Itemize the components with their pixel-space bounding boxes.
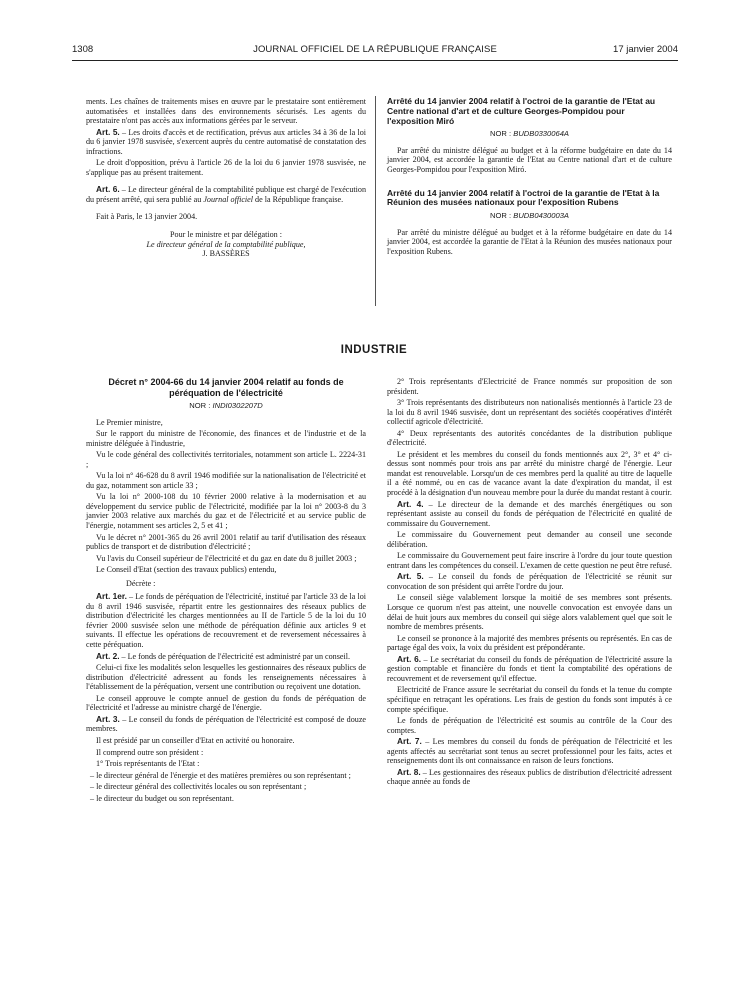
paragraph: Il est présidé par un conseiller d'Etat en activité ou honoraire. [96,735,295,745]
list-item: – le directeur général de l'énergie et des matières premières ou son représentant ; [90,770,351,780]
paragraph: Sur le rapport du ministre de l'économie, des finances et de l'industrie et de la ministre déléguée à l'industrie, [86,429,366,448]
article-1: Art. 1er. – Le fonds de péréquation de l'électricité, institué par l'article 33 de la loi du 8 avril 1946 susvisée, répartit entre les gestionnaires des réseaux publics de distribution d'électricité les charges mentionnées au II de l'article 5 de la loi du 10 février 2000 susvisée selon une méthode de péréquation définie aux articles 9 et suivants. Il effectue les opérations de recouvrement et de reversement nécessaires à cette péréquation. [86,591,367,650]
article-label: Art. 8. [397,766,421,777]
paragraph: 2° Trois représentants d'Electricité de France nommés sur proposition de son président. [387,377,672,396]
article-6: Art. 6. – Le directeur général de la comptabilité publique est chargé de l'exécution du présent arrêté, qui sera publié au Journal officiel de la République française. [86,184,367,204]
article-label: Art. 1er. [96,591,127,602]
paragraph: Vu le décret n° 2001-365 du 26 avril 2001 relatif au tarif d'utilisation des réseaux publics de transport et de distribution d'électricité ; [86,532,366,552]
paragraph: 4° Deux représentants des autorités concédantes de la distribution publique d'électricité. [387,428,672,448]
article-label: Art. 3. [96,713,120,724]
paragraph: Le Conseil d'Etat (section des travaux publics) entendu, [96,565,277,575]
signature-line-2: Le directeur général de la comptabilité publique, [146,239,306,249]
article-text: Le conseil du fonds de péréquation de l'électricité se réunit sur convocation de son président qui arrête l'ordre du jour. [387,572,672,591]
paragraph: Le Premier ministre, [96,417,163,427]
article-8: Art. 8. – Les gestionnaires des réseaux publics de distribution d'électricité adressent chaque année au fonds de [387,766,673,787]
article-7: Art. 7. – Les membres du conseil du fonds de péréquation de l'électricité et les agents affectés au secrétariat sont tenus au secret professionnel pour les faits, actes et renseignements dont ils ont connaissance en raison de leurs fonctions. [387,736,673,766]
paragraph: ments. Les chaînes de traitements mises en œuvre par le prestataire sont entièrement automatisées et installées dans des environnements sécurisés. Les agents du prestataire n'ont pas accès aux informations gérées par le serveur. [86,97,366,126]
article-6: Art. 6. – Le secrétariat du conseil du fonds de péréquation de l'électricité assure la gestion comptable et financière du fonds et tient la comptabilité des opérations de recouvrement et de reversement qu'il effectue. [387,653,673,683]
section-title: INDUSTRIE [340,344,408,356]
paragraph: Le commissaire du Gouvernement peut faire inscrire à l'ordre du jour toute question entrant dans les compétences du conseil. L'examen de cette question ne peut être refusé. [387,551,672,570]
article-text: Le conseil du fonds de péréquation de l'électricité est composé de douze membres. [86,714,367,734]
decree-right-column [387,377,672,789]
page-number: 1308 [72,44,94,55]
paragraph: Par arrêté du ministre délégué au budget et à la réforme budgétaire en date du 14 janvier 2004, est accordée la garantie de l'Etat au Centre national d'art et de culture Georges-Pompidou pour l'exposition Miró. [387,145,672,175]
article-4: Art. 4. – Le directeur de la demande et des marchés énergétiques ou son représentant assiste au conseil du fonds de péréquation de l'électricité en qualité de commissaire du Gouvernement. [387,498,673,528]
article-5: Art. 5. – Le conseil du fonds de péréquation de l'électricité se réunit sur convocation de son président qui arrête l'ordre du jour. [387,571,672,591]
paragraph: Le conseil se prononce à la majorité des membres présents ou représentés. En cas de partage égal des voix, la voix du président est prépondérante. [387,633,672,653]
paragraph: 1° Trois représentants de l'Etat : [96,759,200,769]
article-text: Le fonds de péréquation de l'électricité est administré par un conseil. [127,651,350,661]
paragraph: Electricité de France assure le secrétariat du conseil du fonds et la tenue du compte spécifique en retraçant les opérations. Les frais de gestion du fonds sont imputés à ce compte spécifique. [387,685,672,714]
top-right-column [387,97,672,258]
article-label: Art. 2. [96,650,120,661]
paragraph: 3° Trois représentants des distributeurs non nationalisés mentionnés à l'article 23 de la loi du 8 avril 1946 susvisée, dont un représentant des sociétés coopératives d'intérêt collectif agricole d'électricité. [387,398,672,427]
article-label: Art. 5. [397,571,424,582]
article-5: Art. 5. – Les droits d'accès et de rectification, prévus aux articles 34 à 36 de la loi du 6 janvier 1978 susvisée, s'exercent auprès du centre automatisé de constatation des infractions. [86,126,367,156]
nor-label: NOR : [189,401,211,410]
article-text: Les droits d'accès et de rectification, prévus aux articles 34 à 36 de la loi du 6 janvier 1978 susvisée, s'exercent auprès du centre automatisé de constatation des infractions. [86,127,367,156]
column-divider [375,96,376,306]
nor-code: BUDB0430003A [513,211,569,221]
article-label: Art. 7. [397,736,422,747]
paragraph: Le fonds de péréquation de l'électricité est soumis au contrôle de la Cour des comptes. [387,716,672,735]
paragraph: Le droit d'opposition, prévu à l'article 26 de la loi du 6 janvier 1978 susvisée, ne s'applique pas au présent traitement. [86,158,366,177]
article-text: Le directeur général de la comptabilité publique est chargé de l'exécution du présent arrêté, qui sera publié au [86,185,367,204]
nor-code: BUDB0330064A [513,129,569,139]
article-label: Art. 5. [96,126,120,137]
paragraph: Vu la loi n° 2000-108 du 10 février 2000 relative à la modernisation et au développement du service public de l'électricité, modifiée par la loi n° 2003-8 du 3 janvier 2003 relative aux marchés du gaz et de l'électricité et au service public de l'énergie, notamment ses articles 2, 5 et 41 ; [86,492,366,531]
article-2: Art. 2. – Le fonds de péréquation de l'électricité est administré par un conseil. [96,650,350,661]
decree-title: Décret n° 2004-66 du 14 janvier 2004 relatif au fonds de péréquation de l'électricité [108,377,344,398]
nor-code: INDI0302207D [212,401,263,410]
journal-title: JOURNAL OFFICIEL DE LA RÉPUBLIQUE FRANÇAISE [253,44,497,55]
article-label: Art. 4. [397,498,424,509]
nor-reference [86,401,366,411]
article-text: Le secrétariat du conseil du fonds de péréquation de l'électricité assure la gestion comptable et financière du fonds et tient la comptabilité des opérations de recouvrement et de reversement qu'il effectue. [387,654,673,683]
signature-line-1: Pour le ministre et par délégation : [170,230,282,240]
paragraph: Il comprend outre son président : [96,747,204,757]
paragraph: Vu l'avis du Conseil supérieur de l'électricité et du gaz en date du 8 juillet 2003 ; [96,553,357,563]
article-3: Art. 3. – Le conseil du fonds de péréquation de l'électricité est composé de douze membres. [86,713,367,734]
top-left-column [86,97,366,259]
decree-left-column [86,377,366,805]
article-label: Art. 6. [96,184,120,195]
article-text: Le directeur de la demande et des marchés énergétiques ou son représentant assiste au conseil du fonds de péréquation de l'électricité en qualité de commissaire du Gouvernement. [387,499,673,528]
list-item: – le directeur du budget ou son représentant. [90,793,234,803]
article-text: Le fonds de péréquation de l'électricité, institué par l'article 33 de la loi du 8 avril 1946 susvisée, répartit entre les gestionnaires des réseaux publics de distribution d'électricité les charges mentionnées au II de l'article 5 de la loi du 10 février 2000 susvisée selon une méthode de péréquation définie aux articles 9 et suivants. Il effectue les opérations de recouvrement et de reversement nécessaires à cette péréquation. [86,592,367,650]
paragraph: Celui-ci fixe les modalités selon lesquelles les gestionnaires des réseaux publics de distribution d'électricité adressent au fonds les renseignements nécessaires à l'établissement de la péréquation, versent une contribution ou reçoivent une dotation. [86,663,366,692]
decree-title-miro: Arrêté du 14 janvier 2004 relatif à l'octroi de la garantie de l'Etat au Centre national d'art et de culture Georges-Pompidou pour l'exposition Miró [387,96,656,126]
nor-reference [387,129,672,139]
paragraph: Le conseil approuve le compte annuel de gestion du fonds de péréquation de l'électricité et l'adresse au ministre chargé de l'énergie. [86,693,366,713]
page-header [72,44,678,61]
done-at: Fait à Paris, le 13 janvier 2004. [96,212,198,222]
article-label: Art. 6. [397,653,422,664]
decree-title-rubens: Arrêté du 14 janvier 2004 relatif à l'octroi de la garantie de l'Etat à la Réunion des musées nationaux pour l'exposition Rubens [387,187,660,208]
article-text: Les gestionnaires des réseaux publics de distribution d'électricité adressent chaque année au fonds de [387,767,673,787]
article-text: Les membres du conseil du fonds de péréquation de l'électricité et les agents affectés au secrétariat sont tenus au secret professionnel pour les faits, actes et renseignements dont ils ont connaissance en raison de leurs fonctions. [387,737,673,766]
journal-reference: Journal officiel [203,194,254,204]
paragraph: Le président et les membres du conseil du fonds mentionnés aux 2°, 3° et 4° ci-dessus sont nommés pour trois ans par arrêté du ministre chargé de l'énergie. Leur mandat est renouvelable. Lorsqu'un de ces membres perd la qualité au titre de laquelle il a été nommé, ou en cas de vacance avant la date d'expiration du mandat, il est procédé à la désignation d'un nouveau membre pour la durée du mandat restant à courir. [387,449,672,498]
page-date: 17 janvier 2004 [613,44,678,55]
list-item: – le directeur général des collectivités locales ou son représentant ; [90,782,307,792]
nor-label: NOR : [490,211,512,221]
signature-name: J. BASSÈRES [202,249,250,259]
nor-reference [387,211,672,221]
decrete: Décrète : [126,578,156,588]
paragraph: Le conseil siège valablement lorsque la moitié de ses membres sont présents. Lorsque ce quorum n'est pas atteint, une nouvelle convocation est envoyée dans un délai de huit jours aux membres du conseil qui siège alors valablement quel que soit le nombre de membres présents. [387,593,672,632]
article-text-end: de la République française. [255,194,344,204]
paragraph: Par arrêté du ministre délégué au budget et à la réforme budgétaire en date du 14 janvier 2004, est accordée la garantie de l'Etat à la Réunion des musées nationaux pour l'exposition Rubens. [387,227,672,256]
paragraph: Vu le code général des collectivités territoriales, notamment son article L. 2224-31 ; [86,450,366,469]
paragraph: Le commissaire du Gouvernement peut demander au conseil une seconde délibération. [387,530,672,549]
paragraph: Vu la loi n° 46-628 du 8 avril 1946 modifiée sur la nationalisation de l'électricité et du gaz, notamment son article 33 ; [86,471,366,490]
nor-label: NOR : [490,129,512,139]
